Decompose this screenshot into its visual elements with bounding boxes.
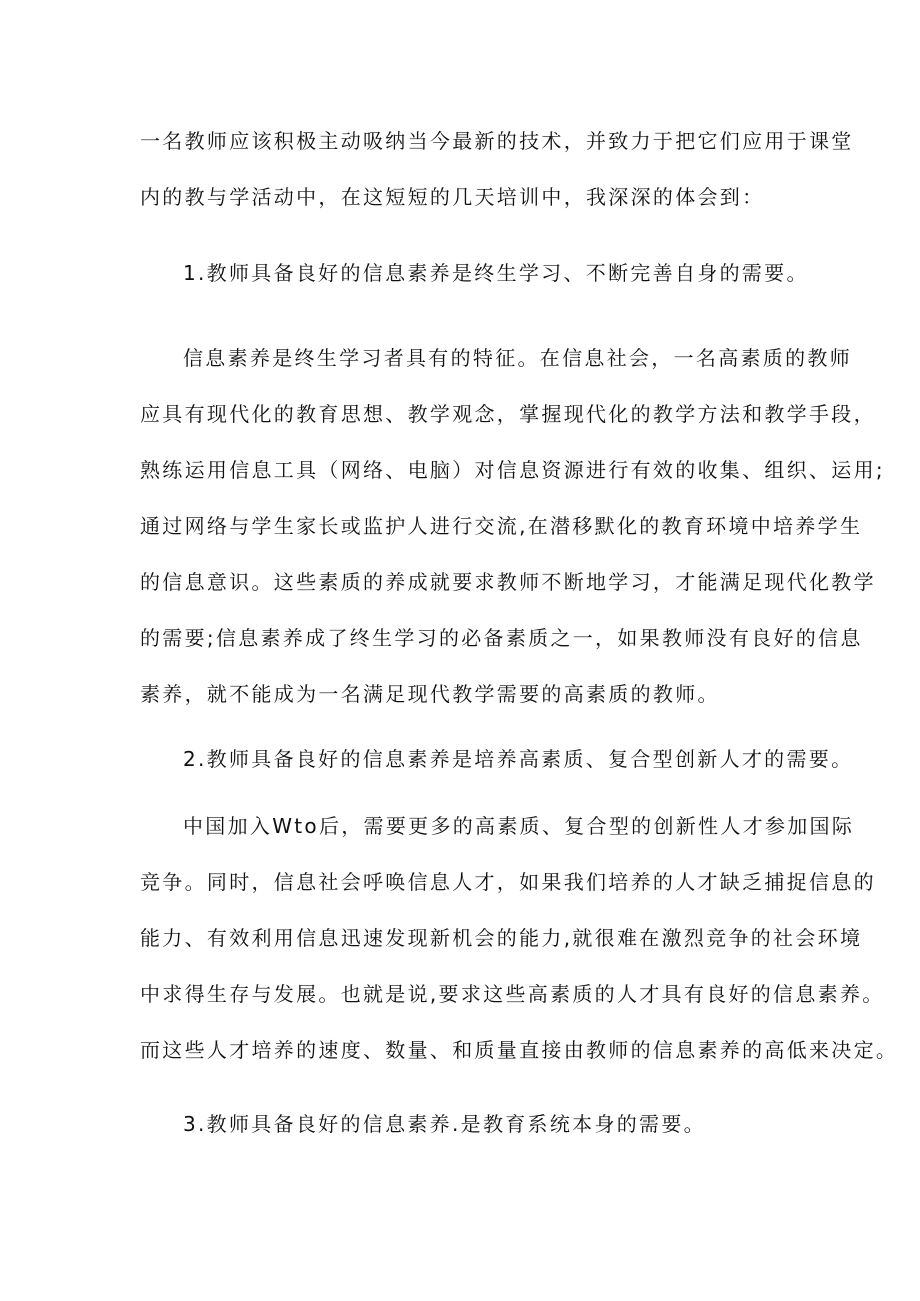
- point-2-body-line: 中国加入Wto后，需要更多的高素质、复合型的创新性人才参加国际: [183, 814, 855, 838]
- point-1-heading: 1.教师具备良好的信息素养是终生学习、不断完善自身的需要。: [183, 261, 809, 285]
- point-1-body-line: 的信息意识。这些素质的养成就要求教师不断地学习，才能满足现代化教学: [140, 570, 876, 594]
- point-2-heading: 2.教师具备良好的信息素养是培养高素质、复合型创新人才的需要。: [183, 747, 854, 771]
- intro-line: 一名教师应该积极主动吸纳当今最新的技术，并致力于把它们应用于课堂: [140, 129, 854, 153]
- point-2-body-line: 而这些人才培养的速度、数量、和质量直接由教师的信息素养的高低来决定。: [140, 1038, 899, 1062]
- point-1-body-line: 信息素养是终生学习者具有的特征。在信息社会，一名高素质的教师: [183, 346, 852, 370]
- point-1-body-line: 应具有现代化的教育思想、教学观念，掌握现代化的教学方法和教学手段，: [140, 402, 876, 426]
- point-2-body-line: 竞争。同时，信息社会呼唤信息人才，如果我们培养的人才缺乏捕捉信息的: [140, 870, 876, 894]
- point-1-body-line: 的需要;信息素养成了终生学习的必备素质之一，如果教师没有良好的信息: [140, 626, 863, 650]
- point-3-heading: 3.教师具备良好的信息素养.是教育系统本身的需要。: [183, 1112, 706, 1136]
- intro-line: 内的教与学活动中，在这短短的几天培训中，我深深的体会到：: [140, 185, 765, 209]
- point-1-body-line: 通过网络与学生家长或监护人进行交流,在潜移默化的教育环境中培养学生: [140, 514, 863, 538]
- point-2-body-line: 能力、有效利用信息迅速发现新机会的能力,就很难在激烈竞争的社会环境: [140, 926, 863, 950]
- point-1-body-line: 熟练运用信息工具（网络、电脑）对信息资源进行有效的收集、组织、运用;: [140, 458, 885, 482]
- point-1-body-line: 素养，就不能成为一名满足现代教学需要的高素质的教师。: [140, 682, 720, 706]
- point-2-body-line: 中求得生存与发展。也就是说,要求这些高素质的人才具有良好的信息素养。: [140, 982, 885, 1006]
